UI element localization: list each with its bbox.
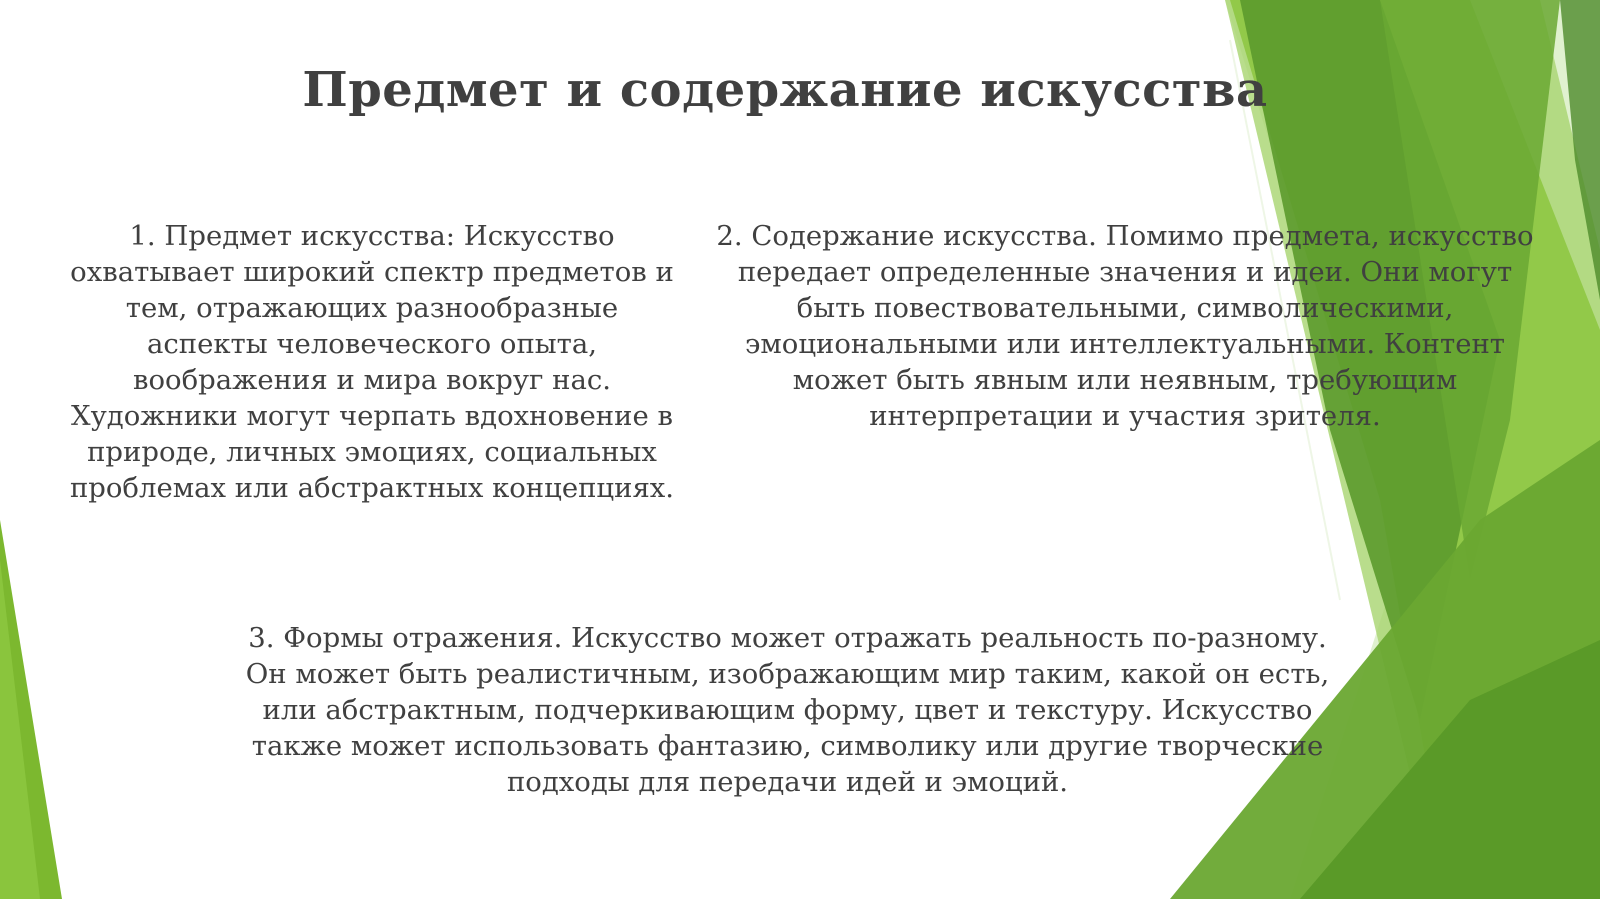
paragraph-content: 2. Содержание искусства. Помимо предмета, искусство передает определенные значения и идеи. Они могут быть повествовательными, символическими, эмоциональными или интеллектуальными. Контент может быть явным или неявным, требующим интерпретации и участия зрителя. xyxy=(716,220,1534,432)
paragraph-subject: 1. Предмет искусства: Искусство охватывает широкий спектр предметов и тем, отражающих разнообразные аспекты человеческого опыта, воображения и мира вокруг нас. Художники могут черпать вдохновение в природе, личных эмоциях, социальных проблемах или абстрактных концепциях. xyxy=(69,220,675,504)
paragraph-forms: 3. Формы отражения. Искусство может отражать реальность по-разному. Он может быть реалистичным, изображающим мир таким, какой он есть, или абстрактным, подчеркивающим форму, цвет и текстуру. Искусство также может использовать фантазию, символику или другие творческие подходы для передачи идей и эмоций. xyxy=(245,622,1330,798)
slide-title: Предмет и содержание искусства xyxy=(302,62,1268,118)
